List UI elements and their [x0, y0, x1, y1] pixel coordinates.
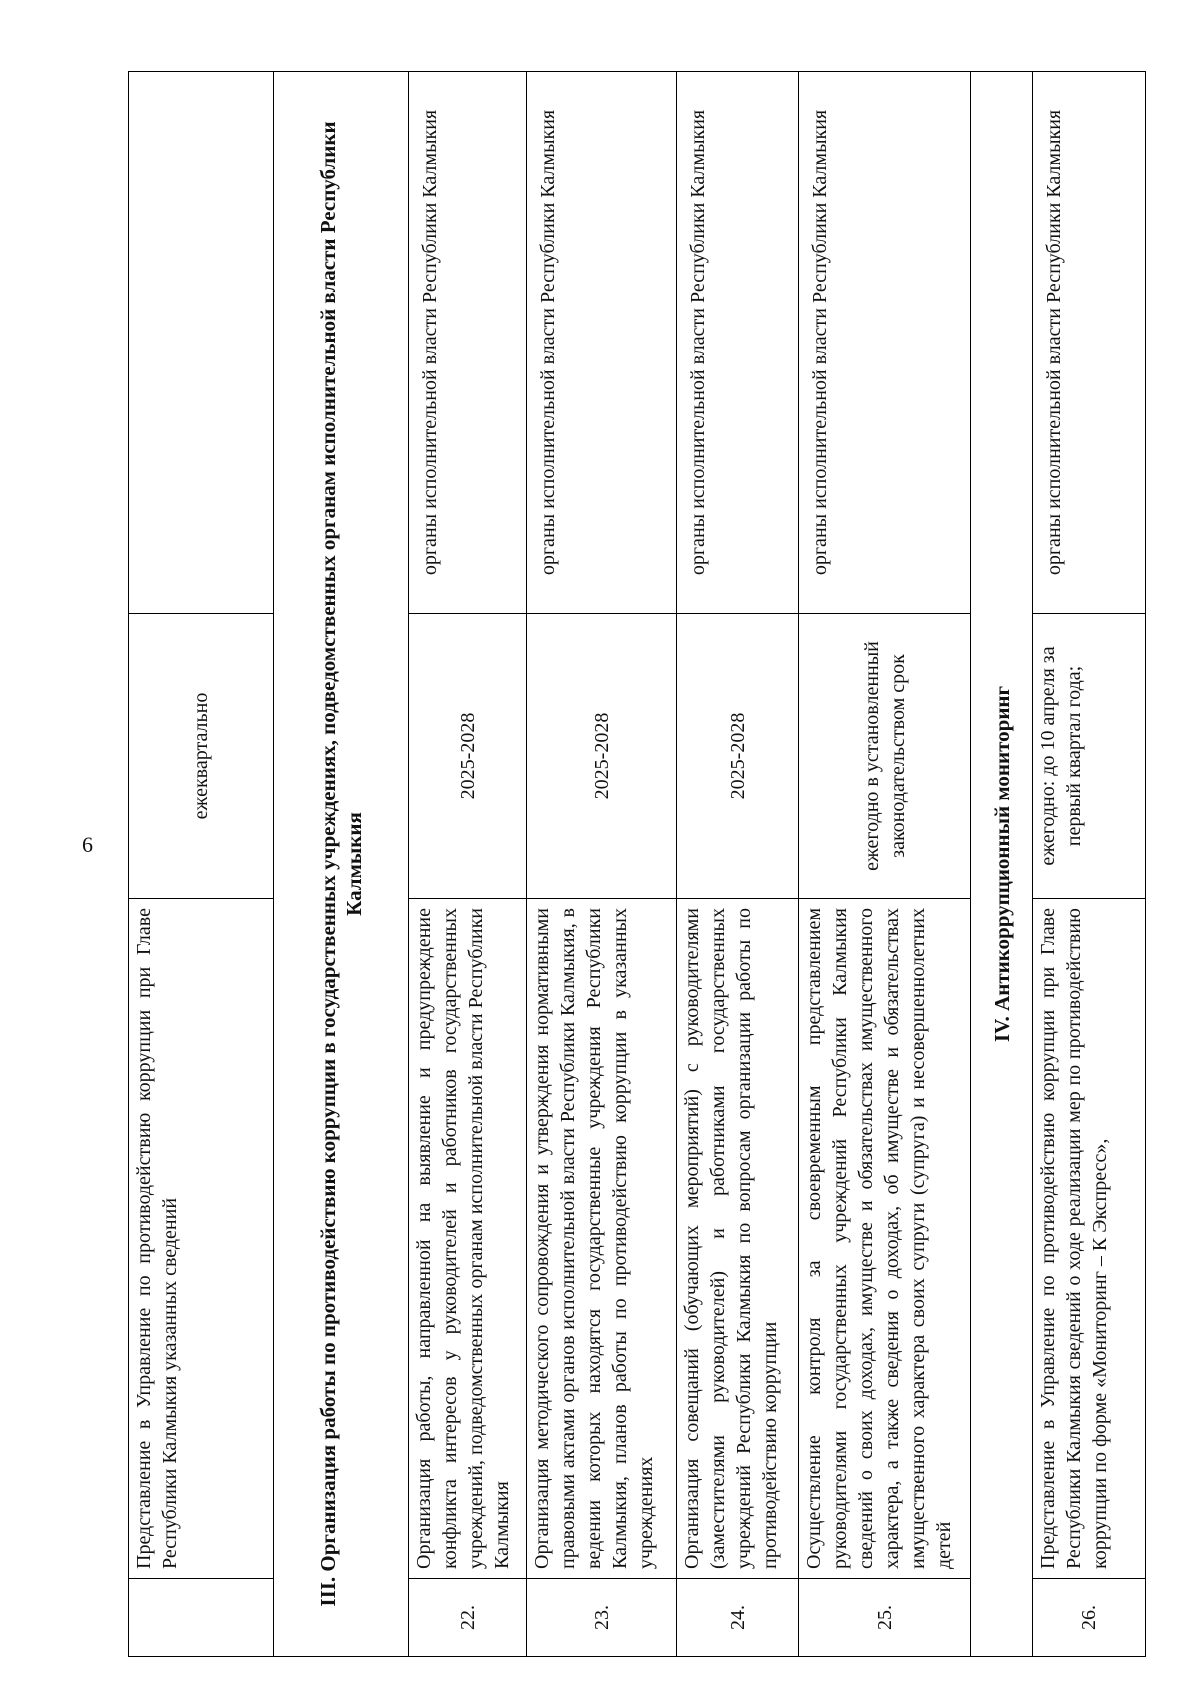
row-term: ежегодно: до 10 апреля за первый квартал года;: [1033, 614, 1146, 899]
row-description: Организация совещаний (обучающих мероприятий) с руководителями (заместителями руководителей) и работниками государственных учреждений Республики Калмыкия по вопросам организации работы по противодействию коррупции: [677, 899, 799, 1579]
row-responsible: органы исполнительной власти Республики Калмыкия: [677, 72, 799, 614]
row-description: Осуществление контроля за своевременным представлением руководителями государственных учреждений Республики Калмыкия сведений о своих доходах, имуществе и обязательствах имущественного характера, а также сведения о доходах, об имуществе и обязательствах имущественного характера своих супруги (супруга) и несовершеннолетних детей: [799, 899, 971, 1579]
table-row: [677, 72, 799, 1657]
row-number: [129, 1579, 274, 1657]
row-number: 25.: [799, 1579, 971, 1657]
section-heading: IV. Антикоррупционный мониторинг: [971, 72, 1033, 1657]
row-description: Представление в Управление по противодействию коррупции при Главе Республики Калмыкия сведений о ходе реализации мер по противодействию коррупции по форме «Мониторинг – К Экспресс»,: [1033, 899, 1146, 1579]
row-responsible: органы исполнительной власти Республики Калмыкия: [799, 72, 971, 614]
table-row: [409, 72, 527, 1657]
row-number: 23.: [527, 1579, 677, 1657]
row-number: 24.: [677, 1579, 799, 1657]
row-term: ежегодно в установленный законодательством срок: [799, 614, 971, 899]
row-number: 22.: [409, 1579, 527, 1657]
rotated-table-wrapper: [128, 72, 1146, 1657]
row-responsible: органы исполнительной власти Республики Калмыкия: [409, 72, 527, 614]
row-description: Организация методического сопровождения и утверждения нормативными правовыми актами органов исполнительной власти Республики Калмыкия, в ведении которых находятся государственные учреждения Республики Калмыкия, планов работы по противодействию коррупции в указанных учреждениях: [527, 899, 677, 1579]
row-description: Организация работы, направленной на выявление и предупреждение конфликта интересов у руководителей и работников государственных учреждений, подведомственных органам исполнительной власти Республики Калмыкия: [409, 899, 527, 1579]
row-responsible: [129, 72, 274, 614]
row-term: ежеквартально: [129, 614, 274, 899]
section-heading: III. Организация работы по противодействию коррупции в государственных учреждениях, подведомственных органам исполнительной власти Республики Калмыкия: [274, 72, 409, 1657]
rotated-page: [128, 72, 1146, 1657]
page-number: 6: [82, 832, 93, 857]
row-description: Представление в Управление по противодействию коррупции при Главе Республики Калмыкия указанных сведений: [129, 899, 274, 1579]
row-term: 2025-2028: [409, 614, 527, 899]
table-row: [799, 72, 971, 1657]
plan-table: [128, 71, 1146, 1657]
row-term: 2025-2028: [527, 614, 677, 899]
row-responsible: органы исполнительной власти Республики Калмыкия: [527, 72, 677, 614]
section-header-row: [274, 72, 409, 1657]
table-row: [527, 72, 677, 1657]
row-number: 26.: [1033, 1579, 1146, 1657]
section-header-row: [971, 72, 1033, 1657]
row-responsible: органы исполнительной власти Республики Калмыкия: [1033, 72, 1146, 614]
table-row: [1033, 72, 1146, 1657]
table-row: [129, 72, 274, 1657]
row-term: 2025-2028: [677, 614, 799, 899]
